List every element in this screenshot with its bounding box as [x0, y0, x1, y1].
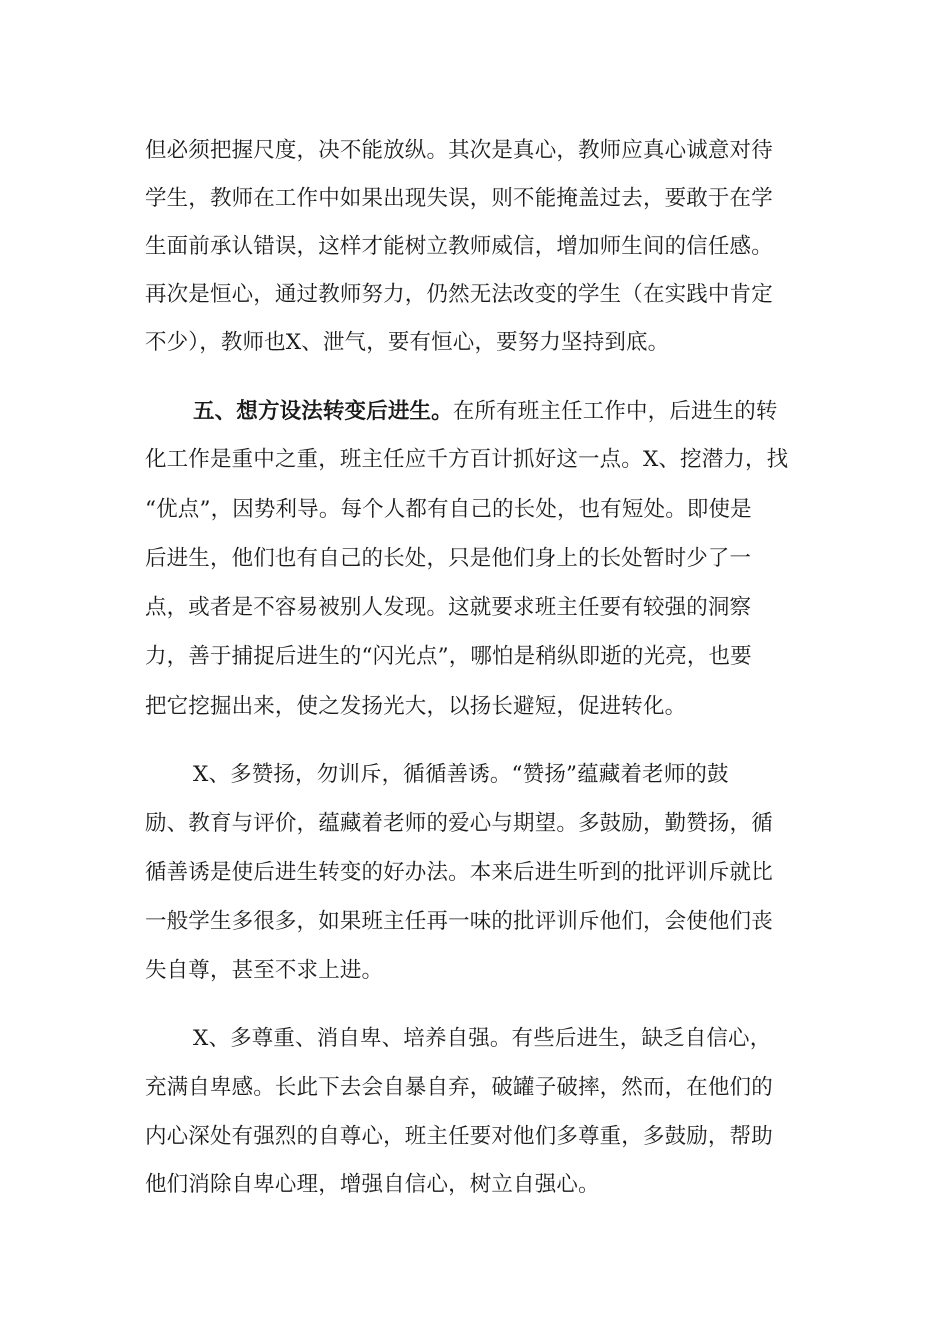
paragraph-line: “优点”，因势利导。每个人都有自己的长处，也有短处。即使是	[145, 497, 752, 522]
paragraph-line: 生面前承认错误，这样才能树立教师威信，增加师生间的信任感。	[145, 234, 773, 259]
paragraph-line: 点，或者是不容易被别人发现。这就要求班主任要有较强的洞察	[145, 595, 752, 620]
paragraph-line: 把它挖掘出来，使之发扬光大，以扬长避短，促进转化。	[145, 694, 687, 719]
paragraph-line: 失自尊，甚至不求上进。	[145, 958, 384, 983]
paragraph-line: 充满自卑感。长此下去会自暴自弃，破罐子破摔，然而，在他们的	[145, 1075, 773, 1100]
paragraph-line: 一般学生多很多，如果班主任再一味的批评训斥他们，会使他们丧	[145, 909, 773, 934]
paragraph-line: 后进生，他们也有自己的长处，只是他们身上的长处暂时少了一	[145, 546, 752, 571]
paragraph-line: 循善诱是使后进生转变的好办法。本来后进生听到的批评训斥就比	[145, 860, 773, 885]
paragraph-line: 化工作是重中之重，班主任应千方百计抓好这一点。X、挖潜力，找	[145, 447, 789, 472]
paragraph-line: 再次是恒心，通过教师努力，仍然无法改变的学生（在实践中肯定	[145, 282, 773, 307]
paragraph-line: 内心深处有强烈的自尊心，班主任要对他们多尊重，多鼓励，帮助	[145, 1124, 773, 1149]
paragraph-line: X、多尊重、消自卑、培养自强。有些后进生，缺乏自信心，	[193, 1026, 772, 1051]
paragraph-line: 学生，教师在工作中如果出现失误，则不能掩盖过去，要敢于在学	[145, 186, 773, 211]
paragraph-line: 力，善于捕捉后进生的“闪光点”，哪怕是稍纵即逝的光亮，也要	[145, 644, 752, 669]
paragraph-line: X、多赞扬，勿训斥，循循善诱。“赞扬”蕴藏着老师的鼓	[193, 762, 729, 787]
paragraph-line: 不少），教师也X、泄气，要有恒心，要努力坚持到底。	[145, 330, 670, 355]
section-heading-line	[193, 392, 778, 432]
paragraph-text: 在所有班主任工作中，后进生的转	[452, 399, 778, 424]
paragraph-line: 但必须把握尺度，决不能放纵。其次是真心，教师应真心诚意对待	[145, 138, 773, 163]
section-heading: 五、想方设法转变后进生。	[193, 399, 453, 424]
paragraph-line: 他们消除自卑心理，增强自信心，树立自强心。	[145, 1172, 600, 1197]
paragraph-line: 励、教育与评价，蕴藏着老师的爱心与期望。多鼓励，勤赞扬，循	[145, 811, 773, 836]
